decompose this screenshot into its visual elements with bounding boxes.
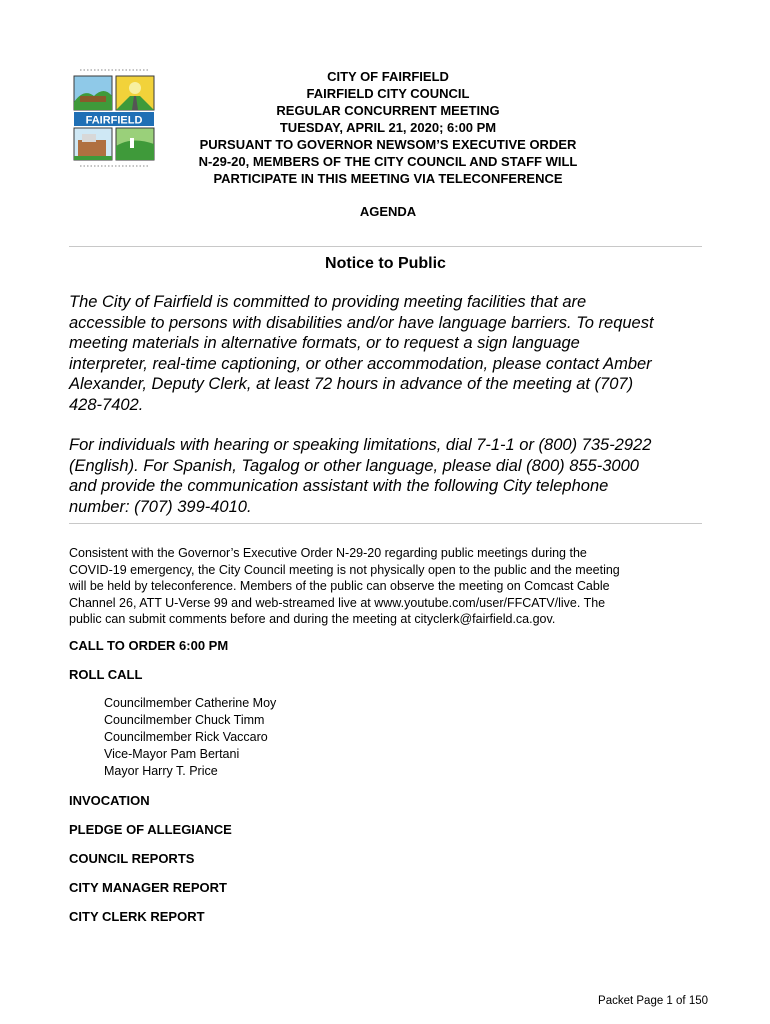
list-item: Councilmember Rick Vaccaro bbox=[104, 730, 268, 744]
header-line: REGULAR CONCURRENT MEETING bbox=[276, 103, 500, 118]
header-line: FAIRFIELD CITY COUNCIL bbox=[306, 86, 470, 101]
list-item: Vice-Mayor Pam Bertani bbox=[104, 747, 240, 761]
divider bbox=[69, 246, 702, 247]
notice-line: (English). For Spanish, Tagalog or other language, please dial (800) 855-3000 bbox=[69, 456, 639, 475]
paragraph-line: public can submit comments before and during the meeting at cityclerk@fairfield.ca.gov. bbox=[69, 612, 556, 626]
page-number: Packet Page 1 of 150 bbox=[598, 995, 708, 1007]
list-item: Councilmember Chuck Timm bbox=[104, 713, 265, 727]
header-line: CITY OF FAIRFIELD bbox=[327, 69, 449, 84]
notice-line: For individuals with hearing or speaking limitations, dial 7-1-1 or (800) 735-2922 bbox=[69, 436, 652, 454]
pledge-heading: PLEDGE OF ALLEGIANCE bbox=[69, 822, 232, 837]
notice-line: and provide the communication assistant with the following City telephone bbox=[69, 477, 609, 495]
roll-call-heading: ROLL CALL bbox=[69, 667, 143, 682]
notice-line: meeting materials in alternative formats, or to request a sign language bbox=[69, 334, 580, 352]
header-line: TUESDAY, APRIL 21, 2020; 6:00 PM bbox=[279, 120, 497, 135]
notice-title: Notice to Public bbox=[325, 255, 446, 272]
notice-line: 428-7402. bbox=[69, 395, 144, 414]
notice-line: Alexander, Deputy Clerk, at least 72 hours in advance of the meeting at (707) bbox=[69, 375, 634, 393]
notice-line: interpreter, real-time captioning, or other accommodation, please contact Amber bbox=[69, 354, 652, 373]
notice-line: accessible to persons with disabilities and/or have language barriers. To request bbox=[69, 313, 654, 332]
city-clerk-report-heading: CITY CLERK REPORT bbox=[69, 909, 205, 924]
paragraph-line: Consistent with the Governor’s Executive Order N-29-20 regarding public meetings during the bbox=[69, 546, 587, 560]
city-of-fairfield-logo bbox=[72, 66, 156, 170]
notice-paragraph-hearing bbox=[69, 435, 709, 517]
call-to-order-heading: CALL TO ORDER 6:00 PM bbox=[69, 638, 229, 653]
invocation-heading: INVOCATION bbox=[69, 793, 150, 808]
header-line: N-29-20, MEMBERS OF THE CITY COUNCIL AND STAFF WILL bbox=[198, 154, 578, 169]
roll-call-list bbox=[104, 695, 276, 780]
notice-line: number: (707) 399-4010. bbox=[69, 497, 252, 516]
agenda-title: AGENDA bbox=[359, 204, 417, 219]
notice-paragraph-accessibility bbox=[69, 292, 709, 415]
teleconference-paragraph bbox=[69, 545, 709, 628]
notice-line: The City of Fairfield is committed to providing meeting facilities that are bbox=[69, 293, 587, 311]
city-manager-report-heading: CITY MANAGER REPORT bbox=[69, 880, 227, 895]
council-reports-heading: COUNCIL REPORTS bbox=[69, 851, 195, 866]
list-item: Mayor Harry T. Price bbox=[104, 764, 218, 778]
divider bbox=[69, 523, 702, 524]
paragraph-line: COVID-19 emergency, the City Council meeting is not physically open to the public and the meeting bbox=[69, 562, 620, 577]
list-item: Councilmember Catherine Moy bbox=[104, 696, 277, 710]
header-line: PARTICIPATE IN THIS MEETING VIA TELECONFERENCE bbox=[213, 171, 563, 186]
svg-text:FAIRFIELD: FAIRFIELD bbox=[85, 114, 143, 127]
meeting-header bbox=[160, 68, 616, 187]
paragraph-line: will be held by teleconference. Members of the public can observe the meeting on Comcast Cable bbox=[69, 579, 610, 593]
paragraph-line: Channel 26, ATT U-Verse 99 and web-streamed live at www.youtube.com/user/FFCATV/live. The bbox=[69, 595, 606, 610]
header-line: PURSUANT TO GOVERNOR NEWSOM’S EXECUTIVE ORDER bbox=[199, 137, 577, 152]
